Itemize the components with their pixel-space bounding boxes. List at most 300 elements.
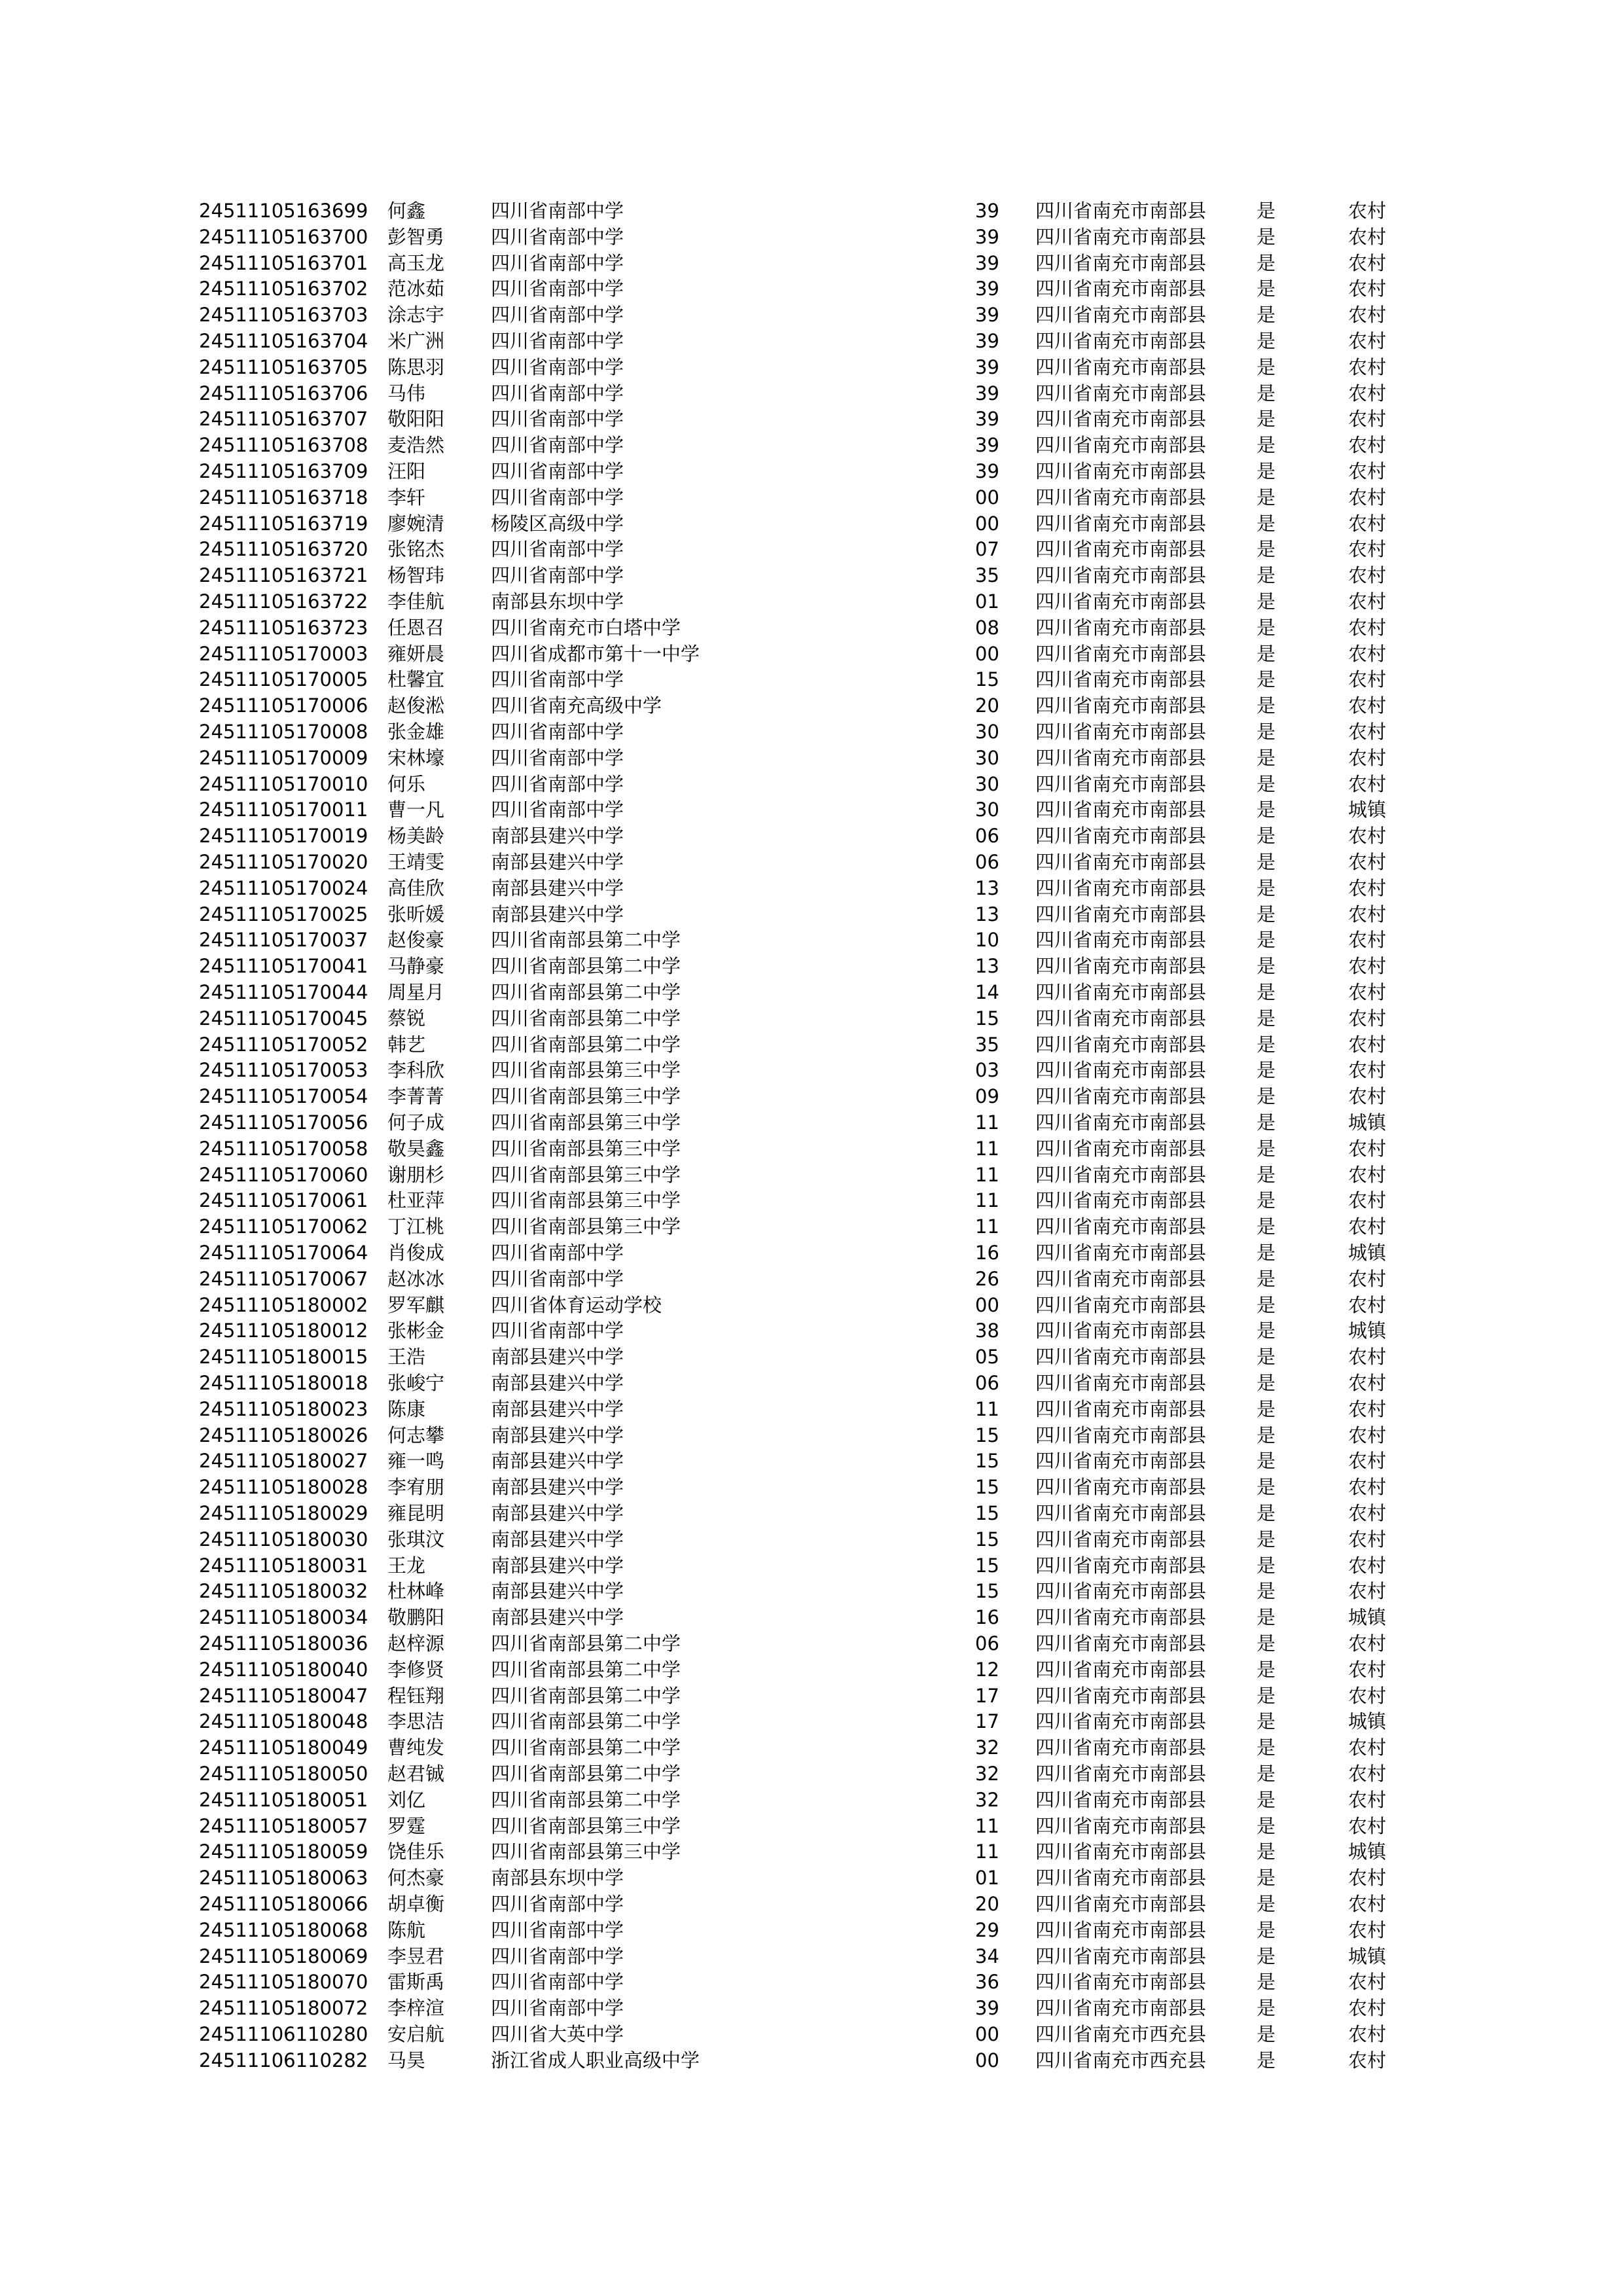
household-type-cell: 农村 <box>1348 981 1387 1003</box>
class-code-cell: 17 <box>975 1710 999 1733</box>
region-cell: 四川省南充市南部县 <box>1035 408 1207 431</box>
eligibility-cell: 是 <box>1257 251 1276 274</box>
student-name-cell: 谢朋杉 <box>387 1163 445 1186</box>
table-row <box>0 1162 1623 1188</box>
table-row <box>0 797 1623 823</box>
table-row <box>0 1422 1623 1448</box>
table-row <box>0 1657 1623 1683</box>
eligibility-cell: 是 <box>1257 1372 1276 1394</box>
school-name-cell: 四川省南部中学 <box>491 278 624 300</box>
exam-number-cell: 24511105163704 <box>199 330 368 352</box>
student-name-cell: 马昊 <box>387 2049 426 2072</box>
exam-number-cell: 24511105180012 <box>199 1319 368 1342</box>
region-cell: 四川省南充市南部县 <box>1035 1137 1207 1160</box>
exam-number-cell: 24511106110282 <box>199 2049 368 2072</box>
household-type-cell: 农村 <box>1348 278 1387 300</box>
exam-number-cell: 24511105163701 <box>199 251 368 274</box>
student-name-cell: 宋林壕 <box>387 746 445 769</box>
school-name-cell: 四川省大英中学 <box>491 2023 624 2045</box>
region-cell: 四川省南充市南部县 <box>1035 1997 1207 2020</box>
class-code-cell: 15 <box>975 1424 999 1446</box>
school-name-cell: 四川省南部县第二中学 <box>491 1632 681 1655</box>
eligibility-cell: 是 <box>1257 330 1276 352</box>
student-name-cell: 雷斯禹 <box>387 1971 445 1994</box>
table-row <box>0 1136 1623 1162</box>
household-type-cell: 农村 <box>1348 642 1387 665</box>
exam-number-cell: 24511105170011 <box>199 798 368 821</box>
exam-number-cell: 24511105180002 <box>199 1293 368 1316</box>
exam-number-cell: 24511105170067 <box>199 1267 368 1290</box>
household-type-cell: 农村 <box>1348 1085 1387 1108</box>
exam-number-cell: 24511105180015 <box>199 1346 368 1369</box>
region-cell: 四川省南充市南部县 <box>1035 876 1207 899</box>
eligibility-cell: 是 <box>1257 408 1276 431</box>
school-name-cell: 南部县建兴中学 <box>491 1580 624 1603</box>
school-name-cell: 四川省南部中学 <box>491 1945 624 1967</box>
eligibility-cell: 是 <box>1257 590 1276 613</box>
household-type-cell: 农村 <box>1348 512 1387 535</box>
student-name-cell: 张彬金 <box>387 1319 445 1342</box>
exam-number-cell: 24511105170053 <box>199 1059 368 1082</box>
region-cell: 四川省南充市南部县 <box>1035 1007 1207 1030</box>
school-name-cell: 四川省南部中学 <box>491 382 624 404</box>
exam-number-cell: 24511105170006 <box>199 694 368 717</box>
student-name-cell: 罗霆 <box>387 1814 426 1837</box>
student-name-cell: 李轩 <box>387 486 426 509</box>
class-code-cell: 39 <box>975 460 999 482</box>
exam-number-cell: 24511105163703 <box>199 304 368 327</box>
school-name-cell: 四川省南部中学 <box>491 538 624 561</box>
school-name-cell: 四川省南部县第三中学 <box>491 1111 681 1134</box>
school-name-cell: 四川省南充市白塔中学 <box>491 616 681 639</box>
household-type-cell: 农村 <box>1348 1736 1387 1759</box>
eligibility-cell: 是 <box>1257 1450 1276 1473</box>
class-code-cell: 11 <box>975 1189 999 1212</box>
school-name-cell: 南部县建兴中学 <box>491 1397 624 1420</box>
table-row <box>0 588 1623 615</box>
household-type-cell: 城镇 <box>1348 1242 1387 1264</box>
class-code-cell: 13 <box>975 876 999 899</box>
eligibility-cell: 是 <box>1257 1163 1276 1186</box>
student-name-cell: 陈航 <box>387 1918 426 1941</box>
region-cell: 四川省南充市南部县 <box>1035 1580 1207 1603</box>
household-type-cell: 农村 <box>1348 1476 1387 1499</box>
school-name-cell: 南部县建兴中学 <box>491 1372 624 1394</box>
class-code-cell: 17 <box>975 1684 999 1707</box>
household-type-cell: 农村 <box>1348 225 1387 248</box>
student-name-cell: 张金雄 <box>387 721 445 743</box>
class-code-cell: 12 <box>975 1658 999 1681</box>
household-type-cell: 农村 <box>1348 434 1387 457</box>
table-row <box>0 849 1623 875</box>
class-code-cell: 00 <box>975 1293 999 1316</box>
household-type-cell: 农村 <box>1348 2023 1387 2045</box>
eligibility-cell: 是 <box>1257 825 1276 848</box>
student-name-cell: 李菁菁 <box>387 1085 445 1108</box>
school-name-cell: 四川省南部县第二中学 <box>491 955 681 978</box>
student-name-cell: 李宥朋 <box>387 1476 445 1499</box>
student-name-cell: 丁江桃 <box>387 1215 445 1238</box>
class-code-cell: 34 <box>975 1945 999 1967</box>
school-name-cell: 四川省南部县第二中学 <box>491 1763 681 1785</box>
table-row <box>0 354 1623 380</box>
school-name-cell: 四川省南部县第三中学 <box>491 1189 681 1212</box>
class-code-cell: 15 <box>975 1528 999 1551</box>
region-cell: 四川省南充市南部县 <box>1035 1606 1207 1629</box>
class-code-cell: 29 <box>975 1918 999 1941</box>
student-name-cell: 高玉龙 <box>387 251 445 274</box>
region-cell: 四川省南充市南部县 <box>1035 538 1207 561</box>
class-code-cell: 38 <box>975 1319 999 1342</box>
table-row <box>0 1031 1623 1058</box>
student-name-cell: 高佳欣 <box>387 876 445 899</box>
student-name-cell: 廖婉清 <box>387 512 445 535</box>
household-type-cell: 农村 <box>1348 668 1387 691</box>
student-name-cell: 王靖雯 <box>387 851 445 873</box>
class-code-cell: 20 <box>975 1893 999 1915</box>
school-name-cell: 四川省南部中学 <box>491 330 624 352</box>
eligibility-cell: 是 <box>1257 1997 1276 2020</box>
household-type-cell: 农村 <box>1348 1554 1387 1577</box>
household-type-cell: 农村 <box>1348 1189 1387 1212</box>
student-name-cell: 肖俊成 <box>387 1242 445 1264</box>
class-code-cell: 15 <box>975 1450 999 1473</box>
region-cell: 四川省南充市南部县 <box>1035 1554 1207 1577</box>
household-type-cell: 农村 <box>1348 1267 1387 1290</box>
region-cell: 四川省南充市南部县 <box>1035 1971 1207 1994</box>
table-row <box>0 979 1623 1005</box>
student-name-cell: 赵君铖 <box>387 1763 445 1785</box>
student-name-cell: 敬昊鑫 <box>387 1137 445 1160</box>
class-code-cell: 15 <box>975 668 999 691</box>
household-type-cell: 农村 <box>1348 564 1387 587</box>
region-cell: 四川省南充市南部县 <box>1035 1632 1207 1655</box>
class-code-cell: 39 <box>975 225 999 248</box>
eligibility-cell: 是 <box>1257 1085 1276 1108</box>
table-row <box>0 1917 1623 1943</box>
exam-number-cell: 24511105180063 <box>199 1867 368 1890</box>
class-code-cell: 39 <box>975 408 999 431</box>
school-name-cell: 南部县建兴中学 <box>491 1502 624 1524</box>
school-name-cell: 四川省南部中学 <box>491 1267 624 1290</box>
region-cell: 四川省南充市南部县 <box>1035 903 1207 925</box>
eligibility-cell: 是 <box>1257 1242 1276 1264</box>
class-code-cell: 39 <box>975 251 999 274</box>
eligibility-cell: 是 <box>1257 1606 1276 1629</box>
exam-number-cell: 24511105170009 <box>199 746 368 769</box>
class-code-cell: 26 <box>975 1267 999 1290</box>
exam-number-cell: 24511105180070 <box>199 1971 368 1994</box>
school-name-cell: 四川省南部中学 <box>491 304 624 327</box>
student-name-cell: 张铭杰 <box>387 538 445 561</box>
household-type-cell: 农村 <box>1348 721 1387 743</box>
school-name-cell: 四川省南部中学 <box>491 1893 624 1915</box>
table-row <box>0 536 1623 562</box>
student-name-cell: 王浩 <box>387 1346 426 1369</box>
student-name-cell: 李佳航 <box>387 590 445 613</box>
table-row <box>0 1891 1623 1917</box>
eligibility-cell: 是 <box>1257 1476 1276 1499</box>
table-row <box>0 1943 1623 1969</box>
school-name-cell: 南部县东坝中学 <box>491 590 624 613</box>
student-name-cell: 杜亚萍 <box>387 1189 445 1212</box>
table-row <box>0 1474 1623 1500</box>
household-type-cell: 农村 <box>1348 1918 1387 1941</box>
table-row <box>0 1057 1623 1083</box>
exam-number-cell: 24511105180029 <box>199 1502 368 1524</box>
eligibility-cell: 是 <box>1257 1684 1276 1707</box>
household-type-cell: 农村 <box>1348 304 1387 327</box>
region-cell: 四川省南充市南部县 <box>1035 642 1207 665</box>
household-type-cell: 农村 <box>1348 876 1387 899</box>
student-name-cell: 任恩召 <box>387 616 445 639</box>
class-code-cell: 39 <box>975 200 999 222</box>
household-type-cell: 农村 <box>1348 825 1387 848</box>
class-code-cell: 11 <box>975 1137 999 1160</box>
student-name-cell: 赵冰冰 <box>387 1267 445 1290</box>
student-name-cell: 韩艺 <box>387 1033 426 1056</box>
school-name-cell: 四川省南部中学 <box>491 721 624 743</box>
household-type-cell: 农村 <box>1348 929 1387 952</box>
exam-number-cell: 24511105180059 <box>199 1840 368 1863</box>
region-cell: 四川省南充市西充县 <box>1035 2023 1207 2045</box>
household-type-cell: 农村 <box>1348 538 1387 561</box>
eligibility-cell: 是 <box>1257 564 1276 587</box>
region-cell: 四川省南充市南部县 <box>1035 460 1207 482</box>
household-type-cell: 农村 <box>1348 1424 1387 1446</box>
region-cell: 四川省南充市南部县 <box>1035 772 1207 795</box>
table-row <box>0 1083 1623 1109</box>
school-name-cell: 四川省南部中学 <box>491 1918 624 1941</box>
region-cell: 四川省南充市南部县 <box>1035 1215 1207 1238</box>
class-code-cell: 14 <box>975 981 999 1003</box>
exam-number-cell: 24511105163702 <box>199 278 368 300</box>
household-type-cell: 农村 <box>1348 1997 1387 2020</box>
student-name-cell: 李昱君 <box>387 1945 445 1967</box>
table-row <box>0 1761 1623 1787</box>
exam-number-cell: 24511105170019 <box>199 825 368 848</box>
school-name-cell: 四川省南部县第二中学 <box>491 1736 681 1759</box>
exam-number-cell: 24511105163700 <box>199 225 368 248</box>
region-cell: 四川省南充市南部县 <box>1035 1658 1207 1681</box>
table-row <box>0 666 1623 692</box>
exam-number-cell: 24511105163719 <box>199 512 368 535</box>
exam-number-cell: 24511105170010 <box>199 772 368 795</box>
exam-number-cell: 24511105170052 <box>199 1033 368 1056</box>
eligibility-cell: 是 <box>1257 746 1276 769</box>
student-name-cell: 李思洁 <box>387 1710 445 1733</box>
school-name-cell: 四川省南部中学 <box>491 434 624 457</box>
student-name-cell: 周星月 <box>387 981 445 1003</box>
school-name-cell: 南部县建兴中学 <box>491 1476 624 1499</box>
school-name-cell: 四川省南部县第三中学 <box>491 1085 681 1108</box>
student-name-cell: 张琪汶 <box>387 1528 445 1551</box>
class-code-cell: 39 <box>975 304 999 327</box>
school-name-cell: 四川省南部县第三中学 <box>491 1137 681 1160</box>
exam-number-cell: 24511105170020 <box>199 851 368 873</box>
school-name-cell: 四川省南部中学 <box>491 1971 624 1994</box>
eligibility-cell: 是 <box>1257 851 1276 873</box>
school-name-cell: 南部县东坝中学 <box>491 1867 624 1890</box>
eligibility-cell: 是 <box>1257 512 1276 535</box>
table-row <box>0 692 1623 719</box>
household-type-cell: 农村 <box>1348 200 1387 222</box>
household-type-cell: 农村 <box>1348 1163 1387 1186</box>
table-row <box>0 875 1623 901</box>
exam-number-cell: 24511105180047 <box>199 1684 368 1707</box>
student-name-cell: 赵俊豪 <box>387 929 445 952</box>
exam-number-cell: 24511106110280 <box>199 2023 368 2045</box>
exam-number-cell: 24511105180040 <box>199 1658 368 1681</box>
exam-number-cell: 24511105180072 <box>199 1997 368 2020</box>
student-name-cell: 何子成 <box>387 1111 445 1134</box>
exam-number-cell: 24511105170064 <box>199 1242 368 1264</box>
school-name-cell: 四川省南部中学 <box>491 772 624 795</box>
eligibility-cell: 是 <box>1257 981 1276 1003</box>
class-code-cell: 10 <box>975 929 999 952</box>
class-code-cell: 03 <box>975 1059 999 1082</box>
student-name-cell: 王龙 <box>387 1554 426 1577</box>
eligibility-cell: 是 <box>1257 1059 1276 1082</box>
region-cell: 四川省南充市南部县 <box>1035 694 1207 717</box>
household-type-cell: 农村 <box>1348 1059 1387 1082</box>
eligibility-cell: 是 <box>1257 1528 1276 1551</box>
eligibility-cell: 是 <box>1257 1111 1276 1134</box>
region-cell: 四川省南充市南部县 <box>1035 746 1207 769</box>
class-code-cell: 32 <box>975 1736 999 1759</box>
table-row <box>0 823 1623 849</box>
region-cell: 四川省南充市南部县 <box>1035 1476 1207 1499</box>
class-code-cell: 30 <box>975 772 999 795</box>
table-row <box>0 1240 1623 1266</box>
region-cell: 四川省南充市南部县 <box>1035 355 1207 378</box>
student-name-cell: 李修贤 <box>387 1658 445 1681</box>
eligibility-cell: 是 <box>1257 1893 1276 1915</box>
exam-number-cell: 24511105170060 <box>199 1163 368 1186</box>
table-row <box>0 901 1623 927</box>
exam-number-cell: 24511105170041 <box>199 955 368 978</box>
eligibility-cell: 是 <box>1257 434 1276 457</box>
table-row <box>0 1344 1623 1370</box>
class-code-cell: 08 <box>975 616 999 639</box>
eligibility-cell: 是 <box>1257 1267 1276 1290</box>
school-name-cell: 四川省南部县第二中学 <box>491 1710 681 1733</box>
class-code-cell: 00 <box>975 2023 999 2045</box>
school-name-cell: 四川省南部县第三中学 <box>491 1814 681 1837</box>
eligibility-cell: 是 <box>1257 2049 1276 2072</box>
eligibility-cell: 是 <box>1257 1502 1276 1524</box>
school-name-cell: 四川省南部中学 <box>491 200 624 222</box>
eligibility-cell: 是 <box>1257 1867 1276 1890</box>
table-row <box>0 1500 1623 1526</box>
table-row <box>0 1318 1623 1344</box>
class-code-cell: 05 <box>975 1346 999 1369</box>
region-cell: 四川省南充市南部县 <box>1035 330 1207 352</box>
household-type-cell: 农村 <box>1348 851 1387 873</box>
eligibility-cell: 是 <box>1257 538 1276 561</box>
exam-number-cell: 24511105170054 <box>199 1085 368 1108</box>
class-code-cell: 39 <box>975 355 999 378</box>
student-name-cell: 何志攀 <box>387 1424 445 1446</box>
school-name-cell: 南部县建兴中学 <box>491 825 624 848</box>
student-name-cell: 汪阳 <box>387 460 426 482</box>
exam-number-cell: 24511105180028 <box>199 1476 368 1499</box>
table-row <box>0 1005 1623 1031</box>
school-name-cell: 四川省南部县第二中学 <box>491 1788 681 1811</box>
region-cell: 四川省南充市南部县 <box>1035 798 1207 821</box>
exam-number-cell: 24511105170003 <box>199 642 368 665</box>
exam-number-cell: 24511105170062 <box>199 1215 368 1238</box>
school-name-cell: 南部县建兴中学 <box>491 876 624 899</box>
class-code-cell: 35 <box>975 564 999 587</box>
school-name-cell: 南部县建兴中学 <box>491 1554 624 1577</box>
school-name-cell: 四川省南部县第二中学 <box>491 1658 681 1681</box>
exam-number-cell: 24511105170061 <box>199 1189 368 1212</box>
class-code-cell: 30 <box>975 721 999 743</box>
table-row <box>0 562 1623 588</box>
table-row <box>0 1213 1623 1240</box>
eligibility-cell: 是 <box>1257 1189 1276 1212</box>
exam-number-cell: 24511105180066 <box>199 1893 368 1915</box>
student-name-cell: 陈思羽 <box>387 355 445 378</box>
class-code-cell: 11 <box>975 1397 999 1420</box>
student-name-cell: 饶佳乐 <box>387 1840 445 1863</box>
exam-number-cell: 24511105170037 <box>199 929 368 952</box>
table-row <box>0 432 1623 458</box>
exam-number-cell: 24511105170005 <box>199 668 368 691</box>
eligibility-cell: 是 <box>1257 1763 1276 1785</box>
class-code-cell: 13 <box>975 903 999 925</box>
exam-number-cell: 24511105180026 <box>199 1424 368 1446</box>
class-code-cell: 30 <box>975 798 999 821</box>
household-type-cell: 农村 <box>1348 1215 1387 1238</box>
household-type-cell: 城镇 <box>1348 1319 1387 1342</box>
region-cell: 四川省南充市南部县 <box>1035 929 1207 952</box>
region-cell: 四川省南充市南部县 <box>1035 1033 1207 1056</box>
student-name-cell: 陈康 <box>387 1397 426 1420</box>
exam-number-cell: 24511105180051 <box>199 1788 368 1811</box>
school-name-cell: 南部县建兴中学 <box>491 1528 624 1551</box>
school-name-cell: 四川省南部中学 <box>491 1997 624 2020</box>
class-code-cell: 20 <box>975 694 999 717</box>
exam-number-cell: 24511105180018 <box>199 1372 368 1394</box>
student-name-cell: 何杰豪 <box>387 1867 445 1890</box>
eligibility-cell: 是 <box>1257 721 1276 743</box>
table-row <box>0 1995 1623 2021</box>
class-code-cell: 32 <box>975 1788 999 1811</box>
eligibility-cell: 是 <box>1257 1710 1276 1733</box>
eligibility-cell: 是 <box>1257 955 1276 978</box>
household-type-cell: 农村 <box>1348 408 1387 431</box>
region-cell: 四川省南充市南部县 <box>1035 1450 1207 1473</box>
region-cell: 四川省南充市南部县 <box>1035 1189 1207 1212</box>
class-code-cell: 39 <box>975 278 999 300</box>
household-type-cell: 农村 <box>1348 616 1387 639</box>
table-row <box>0 1266 1623 1292</box>
student-name-cell: 赵俊淞 <box>387 694 445 717</box>
exam-number-cell: 24511105180032 <box>199 1580 368 1603</box>
exam-number-cell: 24511105180034 <box>199 1606 368 1629</box>
region-cell: 四川省南充市南部县 <box>1035 251 1207 274</box>
school-name-cell: 杨陵区高级中学 <box>491 512 624 535</box>
school-name-cell: 四川省南部中学 <box>491 486 624 509</box>
table-row <box>0 198 1623 224</box>
school-name-cell: 四川省南部中学 <box>491 408 624 431</box>
school-name-cell: 四川省南充高级中学 <box>491 694 662 717</box>
student-name-cell: 程钰翔 <box>387 1684 445 1707</box>
eligibility-cell: 是 <box>1257 772 1276 795</box>
class-code-cell: 11 <box>975 1840 999 1863</box>
